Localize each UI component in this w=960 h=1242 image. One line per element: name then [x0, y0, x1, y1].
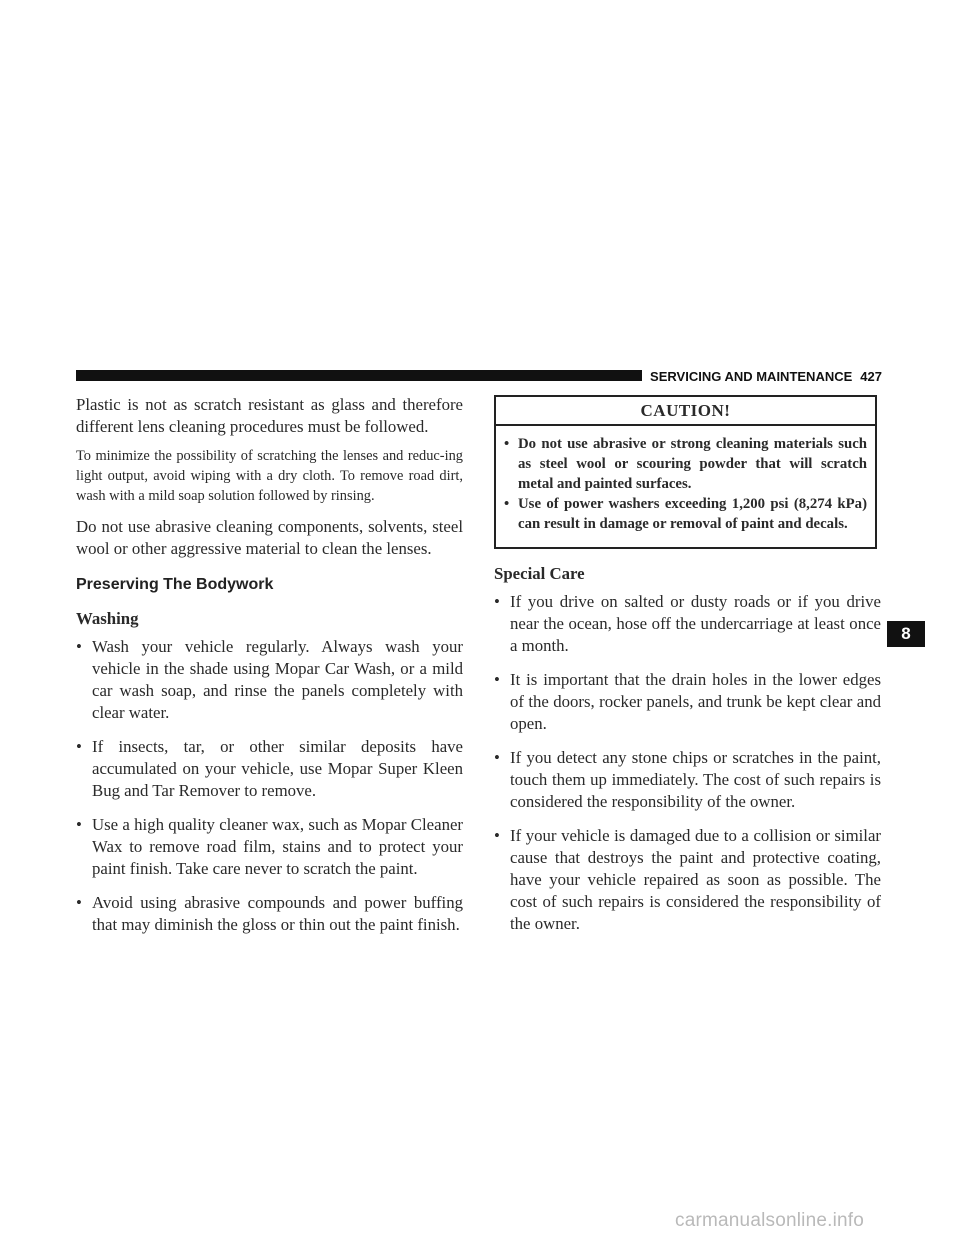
header-rule: [76, 370, 642, 381]
bullet-icon: •: [504, 496, 510, 512]
caution-list: [496, 426, 875, 534]
lens-paragraph-1: Plastic is not as scratch resistant as glass and therefore different lens cleaning procedures must be followed.: [76, 395, 463, 436]
list-item: • If you detect any stone chips or scratches in the paint, touch them up immediately. The cost of such repairs is considered the responsibility of the owner.: [494, 748, 881, 811]
caution-item: • Use of power washers exceeding 1,200 psi (8,274 kPa) can result in damage or removal of paint and decals.: [504, 496, 867, 532]
lens-paragraph-3: Do not use abrasive cleaning components, solvents, steel wool or other aggressive material to clean the lenses.: [76, 517, 463, 558]
bullet-icon: •: [494, 592, 500, 611]
section-title: SERVICING AND MAINTENANCE: [650, 369, 853, 384]
bullet-icon: •: [76, 637, 82, 656]
lens-paragraph-2: To minimize the possibility of scratching the lenses and reduc-ing light output, avoid wiping with a dry cloth. To remove road dirt, wash with a mild soap solution followed by rinsing.: [76, 448, 463, 504]
special-care-subheading: Special Care: [494, 564, 585, 583]
section-heading: Preserving The Bodywork: [76, 576, 274, 593]
bullet-icon: •: [494, 748, 500, 767]
left-column: [76, 394, 463, 936]
list-item: • It is important that the drain holes in the lower edges of the doors, rocker panels, and trunk be kept clear and open.: [494, 670, 881, 733]
list-item: • If you drive on salted or dusty roads or if you drive near the ocean, hose off the undercarriage at least once a month.: [494, 592, 881, 655]
list-item: • Use a high quality cleaner wax, such as Mopar Cleaner Wax to remove road film, stains and to protect your paint finish. Take care never to scratch the paint.: [76, 815, 463, 878]
bullet-icon: •: [494, 670, 500, 689]
bullet-icon: •: [494, 826, 500, 845]
list-item: • If your vehicle is damaged due to a collision or similar cause that destroys the paint and protective coating, have your vehicle repaired as soon as possible. The cost of such repairs is considered the responsibility of the owner.: [494, 826, 881, 933]
page-number: 427: [860, 369, 882, 384]
washing-list: [76, 636, 463, 936]
washing-subheading: Washing: [76, 609, 139, 628]
chapter-tab: 8: [887, 621, 925, 647]
caution-item: • Do not use abrasive or strong cleaning materials such as steel wool or scouring powder that will scratch metal and painted surfaces.: [504, 436, 867, 492]
caution-box: [494, 395, 877, 549]
right-column: [494, 394, 881, 935]
list-item: • If insects, tar, or other similar deposits have accumulated on your vehicle, use Mopar Super Kleen Bug and Tar Remover to remove.: [76, 737, 463, 800]
list-item: • Wash your vehicle regularly. Always wash your vehicle in the shade using Mopar Car Wash, or a mild car wash soap, and rinse the panels completely with clear water.: [76, 637, 463, 722]
running-header: [650, 370, 882, 384]
bullet-icon: •: [504, 436, 510, 452]
bullet-icon: •: [76, 893, 82, 912]
bullet-icon: •: [76, 815, 82, 834]
list-item: • Avoid using abrasive compounds and power buffing that may diminish the gloss or thin out the paint finish.: [76, 893, 463, 934]
bullet-icon: •: [76, 737, 82, 756]
caution-title: CAUTION!: [496, 397, 875, 426]
watermark: carmanualsonline.info: [675, 1210, 865, 1231]
special-care-list: [494, 591, 881, 935]
